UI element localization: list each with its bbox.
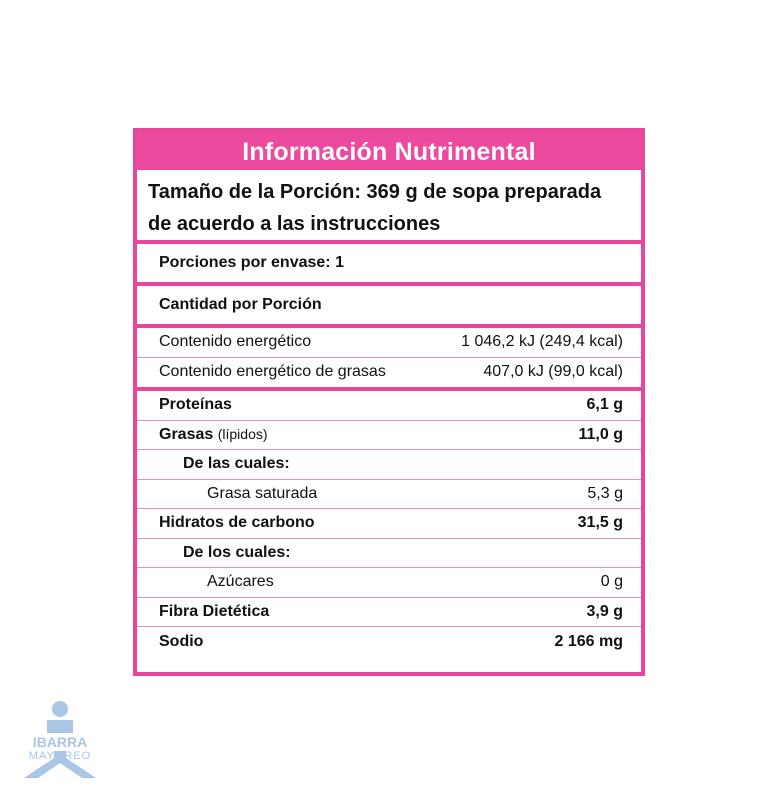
fiber-value: 3,9 g	[586, 602, 623, 620]
label-title: Información Nutrimental	[137, 132, 641, 170]
fats-sub-header	[137, 450, 641, 480]
energy-fat-value: 407,0 kJ (99,0 kcal)	[483, 363, 623, 381]
fiber-name: Fibra Dietética	[159, 602, 270, 620]
sugars-row	[137, 568, 641, 598]
saturated-name: Grasa saturada	[207, 484, 318, 502]
sodium-name: Sodio	[159, 632, 204, 650]
logo-tagline: MAYOREO	[28, 750, 92, 762]
fiber-row	[137, 598, 641, 628]
fats-note: (lípidos)	[217, 425, 268, 442]
fats-value: 11,0 g	[578, 425, 623, 443]
amount-per-serving	[137, 286, 641, 324]
fats-sub-header-text: De las cuales:	[183, 455, 290, 473]
saturated-row	[137, 480, 641, 510]
sodium-row	[137, 627, 641, 657]
proteins-name: Proteínas	[159, 396, 232, 414]
amount-text: Cantidad por Porción	[159, 296, 322, 313]
carbs-row	[137, 509, 641, 539]
logo-head-icon	[52, 701, 68, 717]
energy-value: 1 046,2 kJ (249,4 kcal)	[461, 333, 623, 351]
proteins-value: 6,1 g	[586, 396, 623, 414]
logo-bar-icon	[47, 720, 73, 733]
sugars-name: Azúcares	[207, 573, 274, 591]
nutrition-label	[133, 128, 645, 676]
fats-row	[137, 421, 641, 451]
energy-fat-name: Contenido energético de grasas	[159, 363, 386, 381]
sugars-value: 0 g	[600, 573, 623, 591]
carbs-sub-header	[137, 539, 641, 569]
serving-size: Tamaño de la Porción: 369 g de sopa preparada de acuerdo a las instrucciones	[137, 170, 641, 244]
fats-label	[159, 426, 268, 444]
logo-name: IBARRA	[32, 734, 88, 750]
energy-row	[137, 328, 641, 358]
energy-fat-row	[137, 358, 641, 388]
saturated-value: 5,3 g	[587, 484, 623, 502]
fats-name: Grasas	[159, 425, 214, 443]
carbs-value: 31,5 g	[577, 514, 623, 532]
servings-per-container	[137, 244, 641, 282]
proteins-row	[137, 391, 641, 421]
servings-text: Porciones por envase: 1	[159, 254, 344, 271]
carbs-name: Hidratos de carbono	[159, 514, 315, 532]
carbs-sub-header-text: De los cuales:	[183, 543, 291, 561]
sodium-value: 2 166 mg	[554, 632, 623, 650]
energy-name: Contenido energético	[159, 333, 312, 351]
